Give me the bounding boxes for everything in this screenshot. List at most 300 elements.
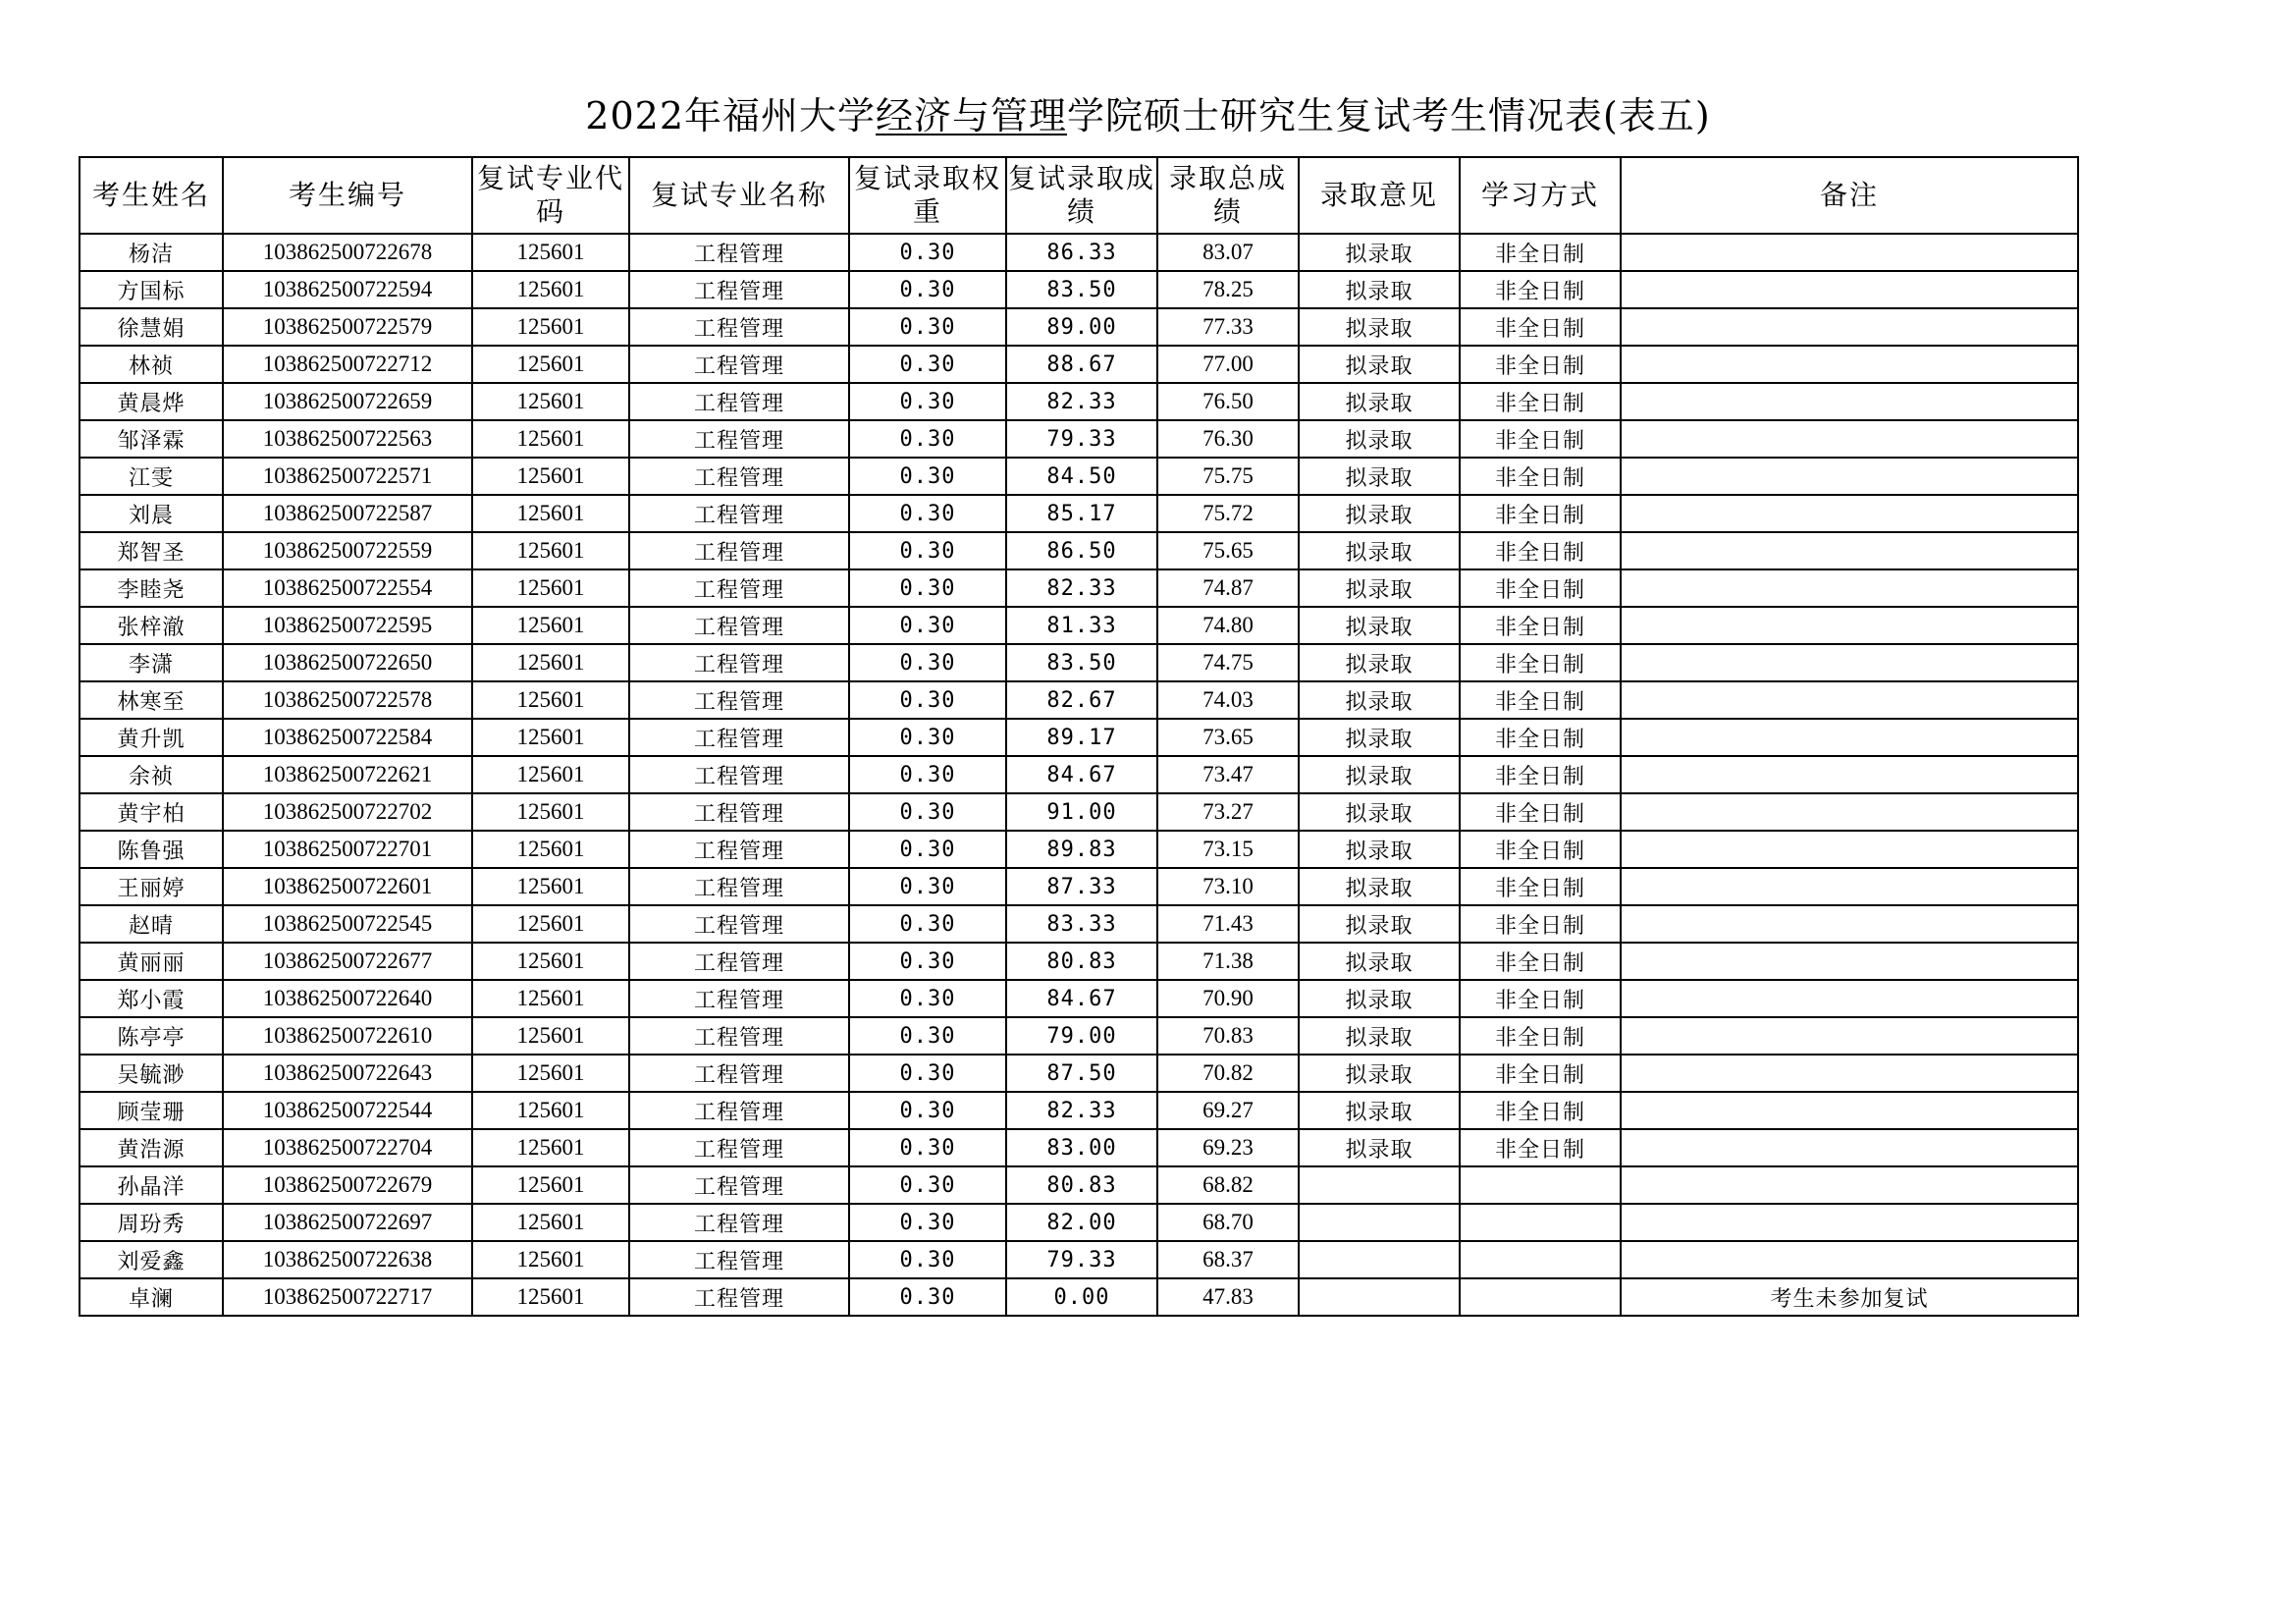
cell-remarks [1621,1204,2078,1241]
cell-major-name: 工程管理 [629,1017,849,1055]
cell-major-name: 工程管理 [629,756,849,793]
cell-major-code: 125601 [472,868,629,905]
cell-admission-opinion: 拟录取 [1299,607,1460,644]
cell-weight: 0.30 [849,458,1006,495]
cell-admission-opinion: 拟录取 [1299,681,1460,719]
cell-remarks [1621,532,2078,569]
cell-study-mode: 非全日制 [1460,719,1621,756]
cell-major-name: 工程管理 [629,308,849,346]
cell-major-code: 125601 [472,271,629,308]
table-row [80,793,2078,831]
cell-retest-score: 89.00 [1006,308,1157,346]
cell-total-score: 70.83 [1157,1017,1299,1055]
cell-candidate-id: 103862500722659 [223,383,472,420]
cell-major-code: 125601 [472,420,629,458]
cell-major-name: 工程管理 [629,607,849,644]
cell-major-name: 工程管理 [629,1204,849,1241]
cell-admission-opinion: 拟录取 [1299,868,1460,905]
cell-remarks [1621,346,2078,383]
cell-admission-opinion [1299,1241,1460,1278]
cell-admission-opinion: 拟录取 [1299,644,1460,681]
cell-major-code: 125601 [472,980,629,1017]
cell-candidate-id: 103862500722584 [223,719,472,756]
cell-remarks [1621,681,2078,719]
cell-major-name: 工程管理 [629,346,849,383]
column-header-retest-score: 复试录取成绩 [1006,157,1157,234]
cell-total-score: 75.65 [1157,532,1299,569]
cell-admission-opinion: 拟录取 [1299,980,1460,1017]
cell-total-score: 70.90 [1157,980,1299,1017]
cell-major-name: 工程管理 [629,458,849,495]
cell-retest-score: 0.00 [1006,1278,1157,1316]
cell-retest-score: 83.33 [1006,905,1157,943]
cell-name: 邹泽霖 [80,420,223,458]
cell-admission-opinion: 拟录取 [1299,1129,1460,1166]
cell-major-code: 125601 [472,1129,629,1166]
cell-major-code: 125601 [472,719,629,756]
cell-major-name: 工程管理 [629,1241,849,1278]
table-row [80,420,2078,458]
cell-name: 郑小霞 [80,980,223,1017]
table-row [80,532,2078,569]
cell-retest-score: 80.83 [1006,943,1157,980]
cell-name: 张梓澈 [80,607,223,644]
cell-major-code: 125601 [472,532,629,569]
cell-name: 刘晨 [80,495,223,532]
cell-major-code: 125601 [472,943,629,980]
cell-weight: 0.30 [849,532,1006,569]
cell-name: 方国标 [80,271,223,308]
cell-candidate-id: 103862500722601 [223,868,472,905]
cell-major-name: 工程管理 [629,1092,849,1129]
cell-admission-opinion: 拟录取 [1299,532,1460,569]
cell-total-score: 74.87 [1157,569,1299,607]
cell-candidate-id: 103862500722559 [223,532,472,569]
cell-major-code: 125601 [472,644,629,681]
cell-name: 林寒至 [80,681,223,719]
cell-major-code: 125601 [472,383,629,420]
cell-weight: 0.30 [849,1092,1006,1129]
cell-total-score: 75.75 [1157,458,1299,495]
cell-candidate-id: 103862500722610 [223,1017,472,1055]
cell-weight: 0.30 [849,793,1006,831]
cell-name: 李潇 [80,644,223,681]
cell-study-mode: 非全日制 [1460,234,1621,271]
cell-major-code: 125601 [472,607,629,644]
cell-candidate-id: 103862500722638 [223,1241,472,1278]
cell-study-mode: 非全日制 [1460,420,1621,458]
cell-major-name: 工程管理 [629,271,849,308]
cell-name: 陈亭亭 [80,1017,223,1055]
cell-study-mode: 非全日制 [1460,756,1621,793]
cell-candidate-id: 103862500722717 [223,1278,472,1316]
cell-candidate-id: 103862500722563 [223,420,472,458]
cell-weight: 0.30 [849,980,1006,1017]
cell-total-score: 69.27 [1157,1092,1299,1129]
cell-weight: 0.30 [849,569,1006,607]
cell-major-code: 125601 [472,569,629,607]
column-header-major-code: 复试专业代码 [472,157,629,234]
cell-study-mode: 非全日制 [1460,383,1621,420]
cell-major-name: 工程管理 [629,719,849,756]
cell-retest-score: 83.50 [1006,271,1157,308]
cell-admission-opinion: 拟录取 [1299,905,1460,943]
table-row [80,1092,2078,1129]
cell-weight: 0.30 [849,1166,1006,1204]
table-row [80,719,2078,756]
cell-admission-opinion: 拟录取 [1299,308,1460,346]
cell-total-score: 73.15 [1157,831,1299,868]
cell-major-name: 工程管理 [629,569,849,607]
cell-remarks [1621,607,2078,644]
cell-retest-score: 82.67 [1006,681,1157,719]
cell-candidate-id: 103862500722643 [223,1055,472,1092]
cell-admission-opinion: 拟录取 [1299,1055,1460,1092]
cell-retest-score: 81.33 [1006,607,1157,644]
cell-retest-score: 89.83 [1006,831,1157,868]
table-body [80,234,2078,1316]
cell-weight: 0.30 [849,1055,1006,1092]
cell-name: 徐慧娟 [80,308,223,346]
cell-weight: 0.30 [849,868,1006,905]
cell-candidate-id: 103862500722640 [223,980,472,1017]
cell-name: 黄宇柏 [80,793,223,831]
cell-retest-score: 86.50 [1006,532,1157,569]
cell-name: 黄丽丽 [80,943,223,980]
cell-total-score: 69.23 [1157,1129,1299,1166]
cell-admission-opinion: 拟录取 [1299,793,1460,831]
cell-major-code: 125601 [472,1204,629,1241]
column-header-major-name: 复试专业名称 [629,157,849,234]
column-header-admission-opinion: 录取意见 [1299,157,1460,234]
cell-retest-score: 86.33 [1006,234,1157,271]
cell-study-mode: 非全日制 [1460,532,1621,569]
cell-total-score: 73.47 [1157,756,1299,793]
cell-candidate-id: 103862500722594 [223,271,472,308]
cell-candidate-id: 103862500722712 [223,346,472,383]
cell-admission-opinion: 拟录取 [1299,420,1460,458]
table-row [80,308,2078,346]
cell-retest-score: 82.33 [1006,383,1157,420]
cell-name: 江雯 [80,458,223,495]
cell-major-code: 125601 [472,905,629,943]
table-row [80,1278,2078,1316]
cell-major-name: 工程管理 [629,793,849,831]
cell-study-mode: 非全日制 [1460,681,1621,719]
cell-study-mode: 非全日制 [1460,943,1621,980]
table-row [80,905,2078,943]
table-row [80,756,2078,793]
cell-remarks [1621,868,2078,905]
cell-name: 余祯 [80,756,223,793]
table-row [80,868,2078,905]
table-row [80,1017,2078,1055]
cell-remarks [1621,756,2078,793]
cell-study-mode: 非全日制 [1460,905,1621,943]
cell-total-score: 74.80 [1157,607,1299,644]
cell-major-name: 工程管理 [629,420,849,458]
cell-retest-score: 80.83 [1006,1166,1157,1204]
cell-study-mode: 非全日制 [1460,868,1621,905]
cell-total-score: 47.83 [1157,1278,1299,1316]
cell-admission-opinion: 拟录取 [1299,495,1460,532]
cell-major-code: 125601 [472,234,629,271]
cell-candidate-id: 103862500722650 [223,644,472,681]
cell-study-mode: 非全日制 [1460,793,1621,831]
cell-remarks [1621,271,2078,308]
cell-admission-opinion: 拟录取 [1299,756,1460,793]
cell-candidate-id: 103862500722704 [223,1129,472,1166]
cell-major-code: 125601 [472,793,629,831]
table-row [80,1204,2078,1241]
cell-name: 李睦尧 [80,569,223,607]
cell-retest-score: 82.33 [1006,1092,1157,1129]
table-row [80,607,2078,644]
table-row [80,943,2078,980]
cell-admission-opinion [1299,1278,1460,1316]
cell-weight: 0.30 [849,1241,1006,1278]
cell-major-code: 125601 [472,1241,629,1278]
cell-candidate-id: 103862500722701 [223,831,472,868]
cell-major-code: 125601 [472,346,629,383]
cell-weight: 0.30 [849,271,1006,308]
cell-total-score: 77.33 [1157,308,1299,346]
cell-remarks: 考生未参加复试 [1621,1278,2078,1316]
cell-major-code: 125601 [472,1092,629,1129]
table-row [80,234,2078,271]
cell-study-mode: 非全日制 [1460,831,1621,868]
cell-remarks [1621,719,2078,756]
cell-retest-score: 87.33 [1006,868,1157,905]
cell-candidate-id: 103862500722578 [223,681,472,719]
cell-major-name: 工程管理 [629,1278,849,1316]
cell-major-name: 工程管理 [629,532,849,569]
cell-major-name: 工程管理 [629,681,849,719]
cell-major-name: 工程管理 [629,980,849,1017]
cell-name: 杨洁 [80,234,223,271]
cell-admission-opinion: 拟录取 [1299,831,1460,868]
cell-weight: 0.30 [849,943,1006,980]
cell-study-mode [1460,1278,1621,1316]
cell-total-score: 78.25 [1157,271,1299,308]
cell-name: 赵晴 [80,905,223,943]
cell-major-name: 工程管理 [629,943,849,980]
cell-total-score: 70.82 [1157,1055,1299,1092]
cell-weight: 0.30 [849,681,1006,719]
cell-weight: 0.30 [849,719,1006,756]
cell-candidate-id: 103862500722571 [223,458,472,495]
cell-major-code: 125601 [472,1166,629,1204]
cell-total-score: 73.10 [1157,868,1299,905]
cell-study-mode: 非全日制 [1460,1129,1621,1166]
cell-candidate-id: 103862500722554 [223,569,472,607]
cell-total-score: 68.82 [1157,1166,1299,1204]
cell-retest-score: 79.33 [1006,1241,1157,1278]
table-row [80,831,2078,868]
cell-retest-score: 85.17 [1006,495,1157,532]
cell-retest-score: 84.67 [1006,756,1157,793]
cell-total-score: 83.07 [1157,234,1299,271]
cell-study-mode: 非全日制 [1460,346,1621,383]
table-header-row [80,157,2078,234]
cell-study-mode: 非全日制 [1460,458,1621,495]
cell-major-code: 125601 [472,495,629,532]
cell-major-name: 工程管理 [629,1166,849,1204]
cell-study-mode [1460,1204,1621,1241]
cell-candidate-id: 103862500722545 [223,905,472,943]
cell-remarks [1621,383,2078,420]
cell-remarks [1621,1129,2078,1166]
cell-remarks [1621,569,2078,607]
cell-candidate-id: 103862500722595 [223,607,472,644]
cell-weight: 0.30 [849,346,1006,383]
cell-name: 黄晨烨 [80,383,223,420]
cell-major-code: 125601 [472,681,629,719]
table-row [80,980,2078,1017]
cell-major-name: 工程管理 [629,383,849,420]
cell-candidate-id: 103862500722677 [223,943,472,980]
cell-weight: 0.30 [849,308,1006,346]
cell-admission-opinion: 拟录取 [1299,943,1460,980]
cell-study-mode: 非全日制 [1460,271,1621,308]
column-header-study-mode: 学习方式 [1460,157,1621,234]
table-row [80,569,2078,607]
cell-candidate-id: 103862500722544 [223,1092,472,1129]
candidate-results-table [79,156,2079,1317]
cell-name: 黄升凯 [80,719,223,756]
cell-name: 顾莹珊 [80,1092,223,1129]
cell-admission-opinion: 拟录取 [1299,569,1460,607]
cell-study-mode: 非全日制 [1460,569,1621,607]
cell-total-score: 74.03 [1157,681,1299,719]
table-row [80,458,2078,495]
cell-name: 刘爱鑫 [80,1241,223,1278]
cell-weight: 0.30 [849,420,1006,458]
cell-weight: 0.30 [849,607,1006,644]
cell-study-mode: 非全日制 [1460,1017,1621,1055]
cell-remarks [1621,420,2078,458]
table-row [80,681,2078,719]
cell-retest-score: 82.33 [1006,569,1157,607]
cell-admission-opinion: 拟录取 [1299,383,1460,420]
cell-remarks [1621,831,2078,868]
cell-candidate-id: 103862500722621 [223,756,472,793]
cell-total-score: 71.38 [1157,943,1299,980]
cell-remarks [1621,1055,2078,1092]
cell-admission-opinion: 拟录取 [1299,346,1460,383]
cell-admission-opinion: 拟录取 [1299,1017,1460,1055]
cell-total-score: 76.50 [1157,383,1299,420]
cell-admission-opinion [1299,1204,1460,1241]
cell-weight: 0.30 [849,1129,1006,1166]
cell-study-mode: 非全日制 [1460,1055,1621,1092]
cell-remarks [1621,793,2078,831]
cell-total-score: 77.00 [1157,346,1299,383]
cell-major-code: 125601 [472,308,629,346]
cell-study-mode [1460,1166,1621,1204]
cell-retest-score: 91.00 [1006,793,1157,831]
cell-remarks [1621,495,2078,532]
cell-candidate-id: 103862500722579 [223,308,472,346]
cell-remarks [1621,943,2078,980]
cell-remarks [1621,1017,2078,1055]
column-header-candidate-id: 考生编号 [223,157,472,234]
cell-study-mode: 非全日制 [1460,308,1621,346]
cell-weight: 0.30 [849,1017,1006,1055]
cell-name: 卓澜 [80,1278,223,1316]
cell-admission-opinion: 拟录取 [1299,1092,1460,1129]
cell-name: 陈鲁强 [80,831,223,868]
cell-weight: 0.30 [849,756,1006,793]
cell-total-score: 68.70 [1157,1204,1299,1241]
cell-total-score: 68.37 [1157,1241,1299,1278]
cell-major-name: 工程管理 [629,831,849,868]
table-row [80,346,2078,383]
page-title [0,90,2296,141]
cell-total-score: 73.27 [1157,793,1299,831]
cell-weight: 0.30 [849,383,1006,420]
cell-admission-opinion: 拟录取 [1299,234,1460,271]
cell-total-score: 74.75 [1157,644,1299,681]
cell-retest-score: 82.00 [1006,1204,1157,1241]
cell-retest-score: 83.50 [1006,644,1157,681]
cell-weight: 0.30 [849,1278,1006,1316]
cell-remarks [1621,1166,2078,1204]
cell-study-mode: 非全日制 [1460,980,1621,1017]
cell-name: 孙晶洋 [80,1166,223,1204]
cell-candidate-id: 103862500722702 [223,793,472,831]
cell-remarks [1621,980,2078,1017]
cell-study-mode: 非全日制 [1460,607,1621,644]
cell-admission-opinion: 拟录取 [1299,458,1460,495]
cell-major-name: 工程管理 [629,1129,849,1166]
cell-remarks [1621,308,2078,346]
title-suffix: 学院硕士研究生复试考生情况表(表五) [1067,94,1711,137]
cell-retest-score: 84.50 [1006,458,1157,495]
cell-weight: 0.30 [849,905,1006,943]
cell-major-code: 125601 [472,1017,629,1055]
cell-retest-score: 89.17 [1006,719,1157,756]
cell-major-name: 工程管理 [629,1055,849,1092]
table-row [80,1129,2078,1166]
cell-candidate-id: 103862500722587 [223,495,472,532]
column-header-total-score: 录取总成绩 [1157,157,1299,234]
cell-weight: 0.30 [849,831,1006,868]
table-row [80,271,2078,308]
cell-candidate-id: 103862500722679 [223,1166,472,1204]
cell-weight: 0.30 [849,1204,1006,1241]
cell-remarks [1621,905,2078,943]
column-header-weight: 复试录取权重 [849,157,1006,234]
table-row [80,495,2078,532]
table-row [80,383,2078,420]
cell-retest-score: 84.67 [1006,980,1157,1017]
cell-retest-score: 79.00 [1006,1017,1157,1055]
cell-candidate-id: 103862500722678 [223,234,472,271]
cell-name: 吴毓渺 [80,1055,223,1092]
cell-weight: 0.30 [849,644,1006,681]
cell-total-score: 75.72 [1157,495,1299,532]
cell-admission-opinion: 拟录取 [1299,719,1460,756]
cell-remarks [1621,644,2078,681]
cell-name: 黄浩源 [80,1129,223,1166]
cell-retest-score: 88.67 [1006,346,1157,383]
column-header-remarks: 备注 [1621,157,2078,234]
table-row [80,1241,2078,1278]
cell-admission-opinion: 拟录取 [1299,271,1460,308]
cell-name: 林祯 [80,346,223,383]
cell-major-code: 125601 [472,831,629,868]
